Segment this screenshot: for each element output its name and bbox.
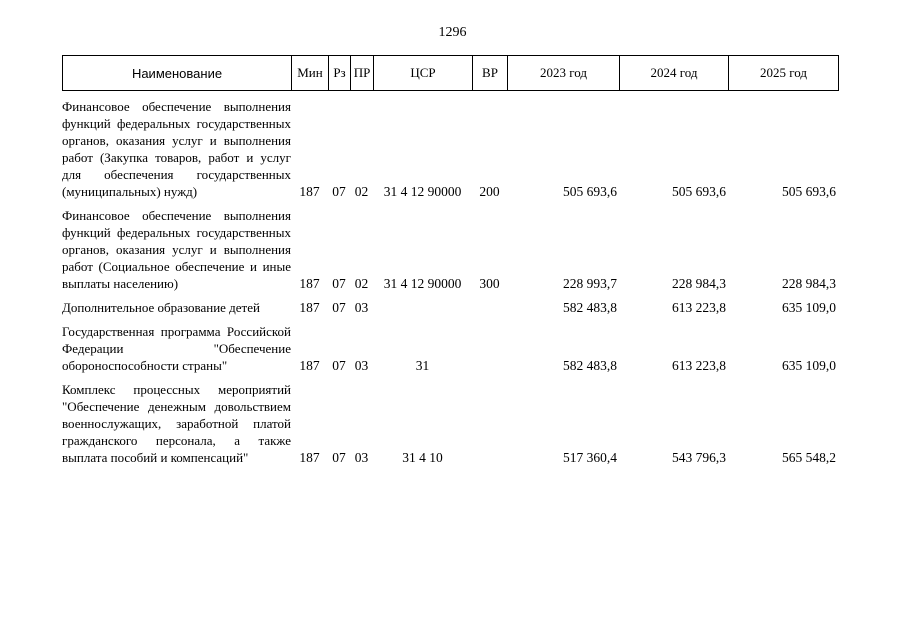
header-pr: ПР	[351, 56, 374, 91]
header-rz: Рз	[329, 56, 351, 91]
row-2023: 582 483,8	[563, 358, 617, 373]
header-2025: 2025 год	[729, 56, 839, 91]
row-pr: 02	[354, 276, 369, 291]
row-2024: 543 796,3	[672, 450, 726, 465]
row-vr: 200	[479, 184, 500, 199]
row-csr: 31 4 10	[402, 450, 443, 465]
row-2023: 517 360,4	[563, 450, 617, 465]
row-pr: 03	[354, 358, 369, 373]
row-rz: 07	[332, 184, 346, 199]
row-rz: 07	[332, 300, 346, 315]
row-2023: 505 693,6	[563, 184, 617, 199]
table-row	[62, 207, 847, 292]
table-row	[62, 98, 847, 200]
header-min: Мин	[292, 56, 329, 91]
row-pr: 03	[354, 450, 369, 465]
row-pr: 03	[354, 300, 369, 315]
row-min: 187	[299, 450, 320, 465]
table-row	[62, 381, 847, 466]
row-name: Дополнительное образование детей	[62, 300, 260, 315]
row-2025: 635 109,0	[782, 300, 836, 315]
row-name: Финансовое обеспечение выполнения функций федеральных государственных органов, оказания услуг и выполнения работ (Закупка товаров, работ и услуг для обеспечения государственных (муниципальных) нужд)	[62, 99, 291, 199]
row-2023: 582 483,8	[563, 300, 617, 315]
row-2024: 228 984,3	[672, 276, 726, 291]
row-min: 187	[299, 300, 320, 315]
row-rz: 07	[332, 276, 346, 291]
header-vr: ВР	[473, 56, 508, 91]
header-name: Наименование	[63, 56, 292, 91]
table-row	[62, 299, 847, 316]
row-name: Государственная программа Российской Федерации "Обеспечение обороноспособности страны"	[62, 324, 291, 373]
row-2024: 505 693,6	[672, 184, 726, 199]
table-row	[62, 323, 847, 374]
row-csr: 31 4 12 90000	[383, 184, 462, 199]
row-2024: 613 223,8	[672, 300, 726, 315]
row-name: Финансовое обеспечение выполнения функций федеральных государственных органов, оказания услуг и выполнения работ (Социальное обеспечение и иные выплаты населению)	[62, 208, 291, 291]
row-vr: 300	[479, 276, 500, 291]
row-pr: 02	[354, 184, 369, 199]
row-min: 187	[299, 276, 320, 291]
table-body	[62, 98, 847, 473]
row-rz: 07	[332, 358, 346, 373]
row-2024: 613 223,8	[672, 358, 726, 373]
row-min: 187	[299, 358, 320, 373]
row-name: Комплекс процессных мероприятий "Обеспечение денежным довольствием военнослужащих, заработной платой гражданского персонала, а также выплата пособий и компенсаций"	[62, 382, 291, 465]
row-2025: 505 693,6	[782, 184, 836, 199]
row-csr: 31 4 12 90000	[383, 276, 462, 291]
row-2025: 635 109,0	[782, 358, 836, 373]
row-csr: 31	[415, 358, 430, 373]
row-2025: 565 548,2	[782, 450, 836, 465]
row-min: 187	[299, 184, 320, 199]
header-2024: 2024 год	[620, 56, 729, 91]
table-header	[62, 55, 839, 91]
header-csr: ЦСР	[374, 56, 473, 91]
row-2023: 228 993,7	[563, 276, 617, 291]
row-rz: 07	[332, 450, 346, 465]
row-2025: 228 984,3	[782, 276, 836, 291]
header-2023: 2023 год	[508, 56, 620, 91]
page-number: 1296	[438, 25, 467, 40]
